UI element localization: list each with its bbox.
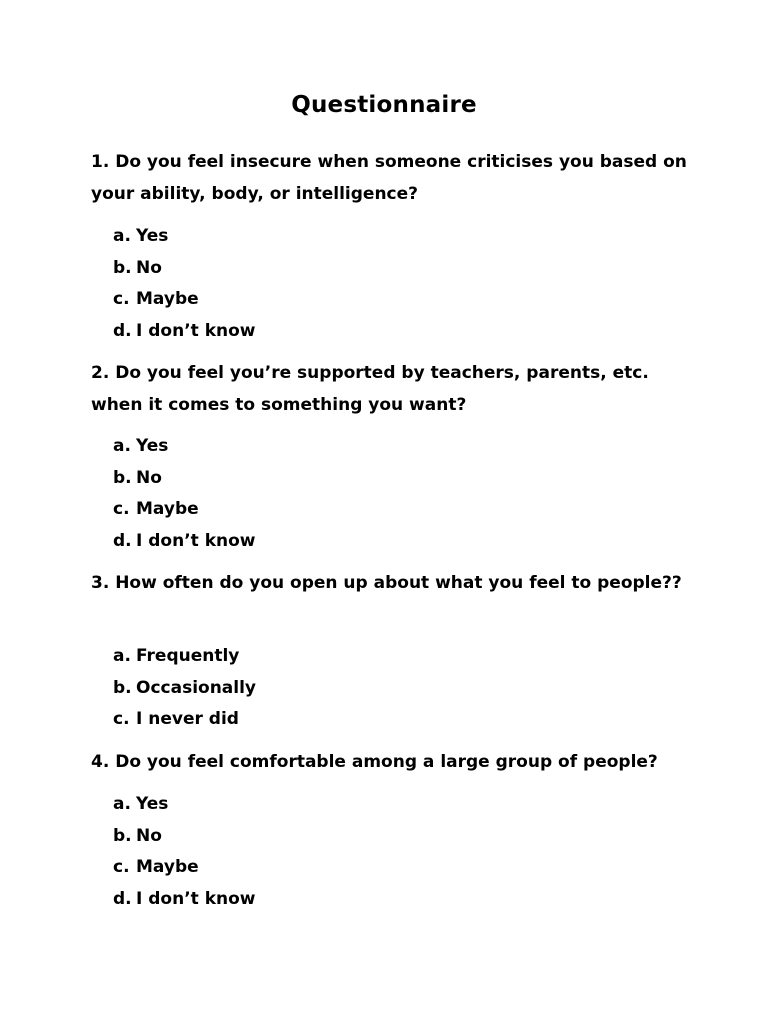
- option-3b: [113, 673, 256, 705]
- question-4: 4. Do you feel comfortable among a large group of people?: [91, 752, 658, 772]
- option-3c: [113, 704, 256, 736]
- option-letter: d.: [113, 320, 132, 341]
- option-label: No: [136, 257, 162, 278]
- option-letter: b.: [113, 677, 132, 698]
- option-label: I don’t know: [136, 888, 256, 909]
- option-label: Yes: [136, 436, 169, 456]
- option-4b: [113, 821, 256, 853]
- option-label: No: [136, 825, 162, 846]
- option-letter: d.: [113, 530, 132, 551]
- option-2c: [113, 494, 256, 526]
- option-label: Maybe: [136, 289, 199, 309]
- option-letter: b.: [113, 825, 132, 846]
- option-letter: c.: [113, 499, 130, 519]
- option-label: Yes: [136, 226, 169, 246]
- option-label: I never did: [136, 709, 239, 729]
- option-letter: a.: [113, 436, 131, 456]
- option-label: Frequently: [136, 646, 240, 666]
- page-title: Questionnaire: [291, 92, 477, 118]
- option-letter: d.: [113, 888, 132, 909]
- option-letter: b.: [113, 257, 132, 278]
- option-letter: a.: [113, 226, 131, 246]
- option-1b: [113, 253, 256, 285]
- question-1: 1. Do you feel insecure when someone criticises you based on your ability, body, or intelligence?: [91, 152, 687, 204]
- question-2-options: [113, 431, 256, 557]
- option-3a: [113, 641, 256, 673]
- option-2a: [113, 431, 256, 463]
- option-label: Occasionally: [136, 677, 257, 698]
- option-label: Maybe: [136, 499, 199, 519]
- option-1a: [113, 221, 256, 253]
- option-letter: c.: [113, 289, 130, 309]
- option-1c: [113, 284, 256, 316]
- option-letter: c.: [113, 857, 130, 877]
- option-letter: b.: [113, 467, 132, 488]
- option-2b: [113, 463, 256, 495]
- option-letter: a.: [113, 794, 131, 814]
- option-label: Yes: [136, 794, 169, 814]
- option-label: I don’t know: [136, 320, 256, 341]
- question-4-options: [113, 789, 256, 915]
- option-4c: [113, 852, 256, 884]
- question-2: 2. Do you feel you’re supported by teachers, parents, etc. when it comes to something you want?: [91, 363, 649, 415]
- option-label: No: [136, 467, 162, 488]
- option-label: I don’t know: [136, 530, 256, 551]
- question-3-options: [113, 641, 256, 736]
- option-letter: a.: [113, 646, 131, 666]
- option-4a: [113, 789, 256, 821]
- option-label: Maybe: [136, 857, 199, 877]
- option-1d: [113, 316, 256, 348]
- option-2d: [113, 526, 256, 558]
- option-letter: c.: [113, 709, 130, 729]
- question-3: 3. How often do you open up about what you feel to people??: [91, 573, 682, 593]
- option-4d: [113, 884, 256, 916]
- question-1-options: [113, 221, 256, 347]
